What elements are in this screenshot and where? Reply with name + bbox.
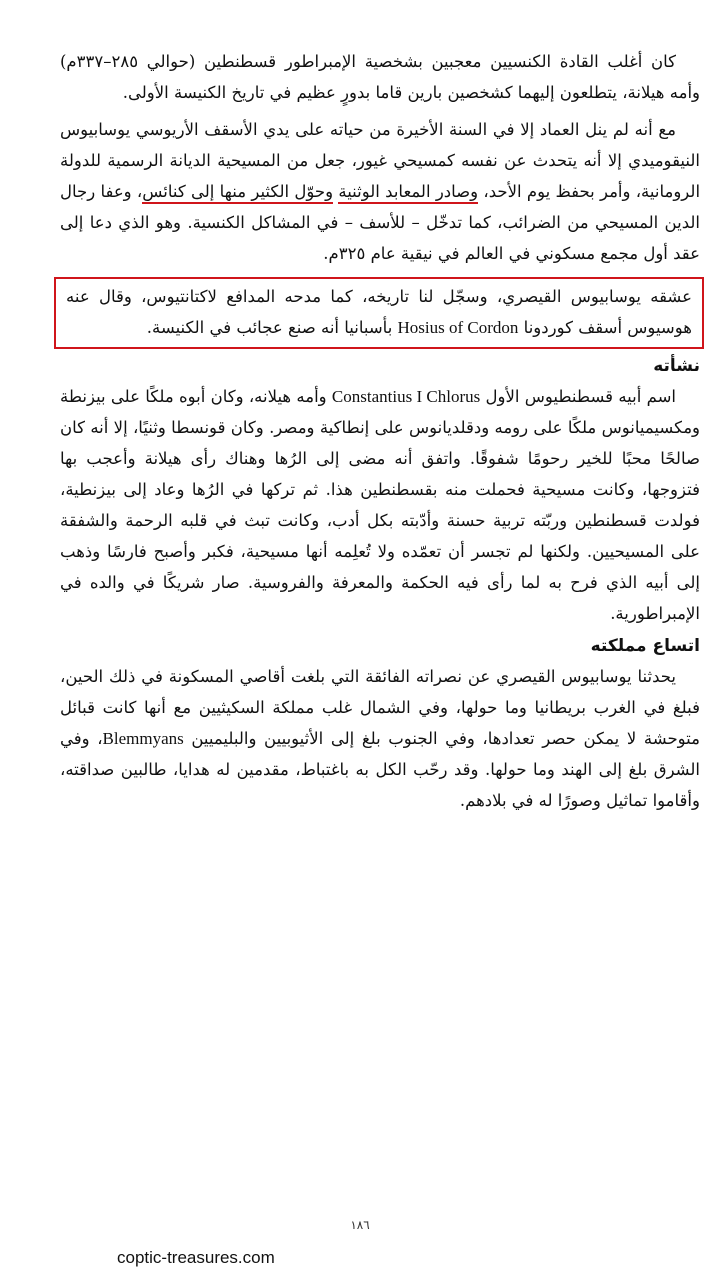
intro-paragraph-1: كان أغلب القادة الكنسيين معجبين بشخصية الإمبراطور قسطنطين (حوالي ٢٨٥–٣٣٧م) وأمه هيلانة، يتطلعون إليهما كشخصين بارين قاما بدورٍ عظيم في تاريخ الكنيسة الأولى. — [60, 52, 700, 102]
upbringing-latin-name: Constantius I Chlorus — [331, 387, 481, 406]
underlined-phrase-temples: وصادر المعابد الوثنية — [338, 182, 478, 204]
quote-text-end: بأسبانيا أنه صنع عجائب في الكنيسة. — [146, 318, 398, 337]
quote-latin-name: Hosius of Cordon — [397, 318, 519, 337]
expansion-paragraph — [60, 661, 700, 816]
expansion-text-end: ، وفي الشرق بلغ إلى الهند وما حولها. وقد رحّب الكل به باغتباط، مقدمين له هدايا، طالبين صداقته، وأقاموا تماثيل وصورًا له في بلادهم. — [60, 729, 700, 810]
website-watermark: coptic-treasures.com — [117, 1248, 275, 1267]
intro-paragraph-2-end: ، وعفا رجال الدين المسيحي من الضرائب، كما تدخّل – للأسف – في المشاكل الكنسية. وهو الذي دعا إلى عقد أول مجمع مسكوني في العالم في نيقية عام ٣٢٥م. — [60, 182, 700, 263]
page-number: ١٨٦ — [350, 1218, 370, 1232]
section-heading-upbringing: نشأته — [653, 356, 700, 376]
intro-paragraph-2-start: مع أنه لم ينل العماد إلا في السنة الأخيرة من حياته على يدي الأسقف الأريوسي يوسابيوس النيقوميدي إلا أنه يتحدث عن نفسه كمسيحي غيور، جعل من المسيحية الديانة الرسمية للدولة الرومانية، وأمر بحفظ يوم الأحد، — [60, 120, 701, 201]
page-body — [60, 46, 700, 816]
underlined-phrase-churches: وحوّل الكثير منها إلى كنائس — [142, 182, 333, 204]
expansion-latin-name: Blemmyans — [102, 729, 184, 748]
highlighted-quote-box — [54, 277, 704, 349]
section-heading-expansion: اتساع مملكته — [590, 636, 700, 656]
intro-paragraph-2 — [60, 114, 700, 269]
highlighted-quote — [66, 281, 692, 343]
upbringing-text-end: وأمه هيلانه، وكان أبوه ملكًا على بيزنطة ومكسيميانوس ملكًا على رومه ودقلديانوس على إنطاكية ومصر. وكان قونسطا وثنيًا، إلا أنه كان صالحًا محبًا للخير رحومًا شفوقًا. واتفق أنه مضى إلى الرُها وهناك رأى هيلانة وأعجب بها فتزوجها، وكانت مسيحية فحملت منه بقسطنطين هذا. ثم تركها في الرُها وعاد إلى بيزنطية، فولدت قسطنطين وربّته تربية حسنة وأدّبته بكل أدب، وكانت تبث في قلبه الرحمة والشفقة على المسيحيين. ولكنها لم تجسر أن تعمّده ولا تُعلِمه أنها مسيحية، فكبر وأصبح فارسًا وذهب إلى أبيه الذي فرح به لما رأى فيه الحكمة والمعرفة والفروسية. صار شريكًا في والده في الإمبراطورية. — [60, 387, 700, 623]
upbringing-text-start: اسم أبيه قسطنطيوس الأول — [480, 387, 676, 406]
quote-text-start: عشقه يوسابيوس القيصري، وسجّل لنا تاريخه، كما مدحه المدافع لاكتانتيوس، وقال عنه هوسيوس أسقف كوردونا — [66, 287, 692, 337]
expansion-text-start: يحدثنا يوسابيوس القيصري عن نصراته الفائقة التي بلغت أقاصي المسكونة في ذلك الحين، فبلغ في الغرب بريطانيا وما حولها، وفي الشمال غلب مملكة السكيثيين مع أنها كانت قبائل متوحشة لا يمكن حصر تعدادها، وفي الجنوب بلغ إلى الأثيوبيين والبليميين — [60, 667, 700, 748]
upbringing-paragraph — [60, 381, 700, 629]
